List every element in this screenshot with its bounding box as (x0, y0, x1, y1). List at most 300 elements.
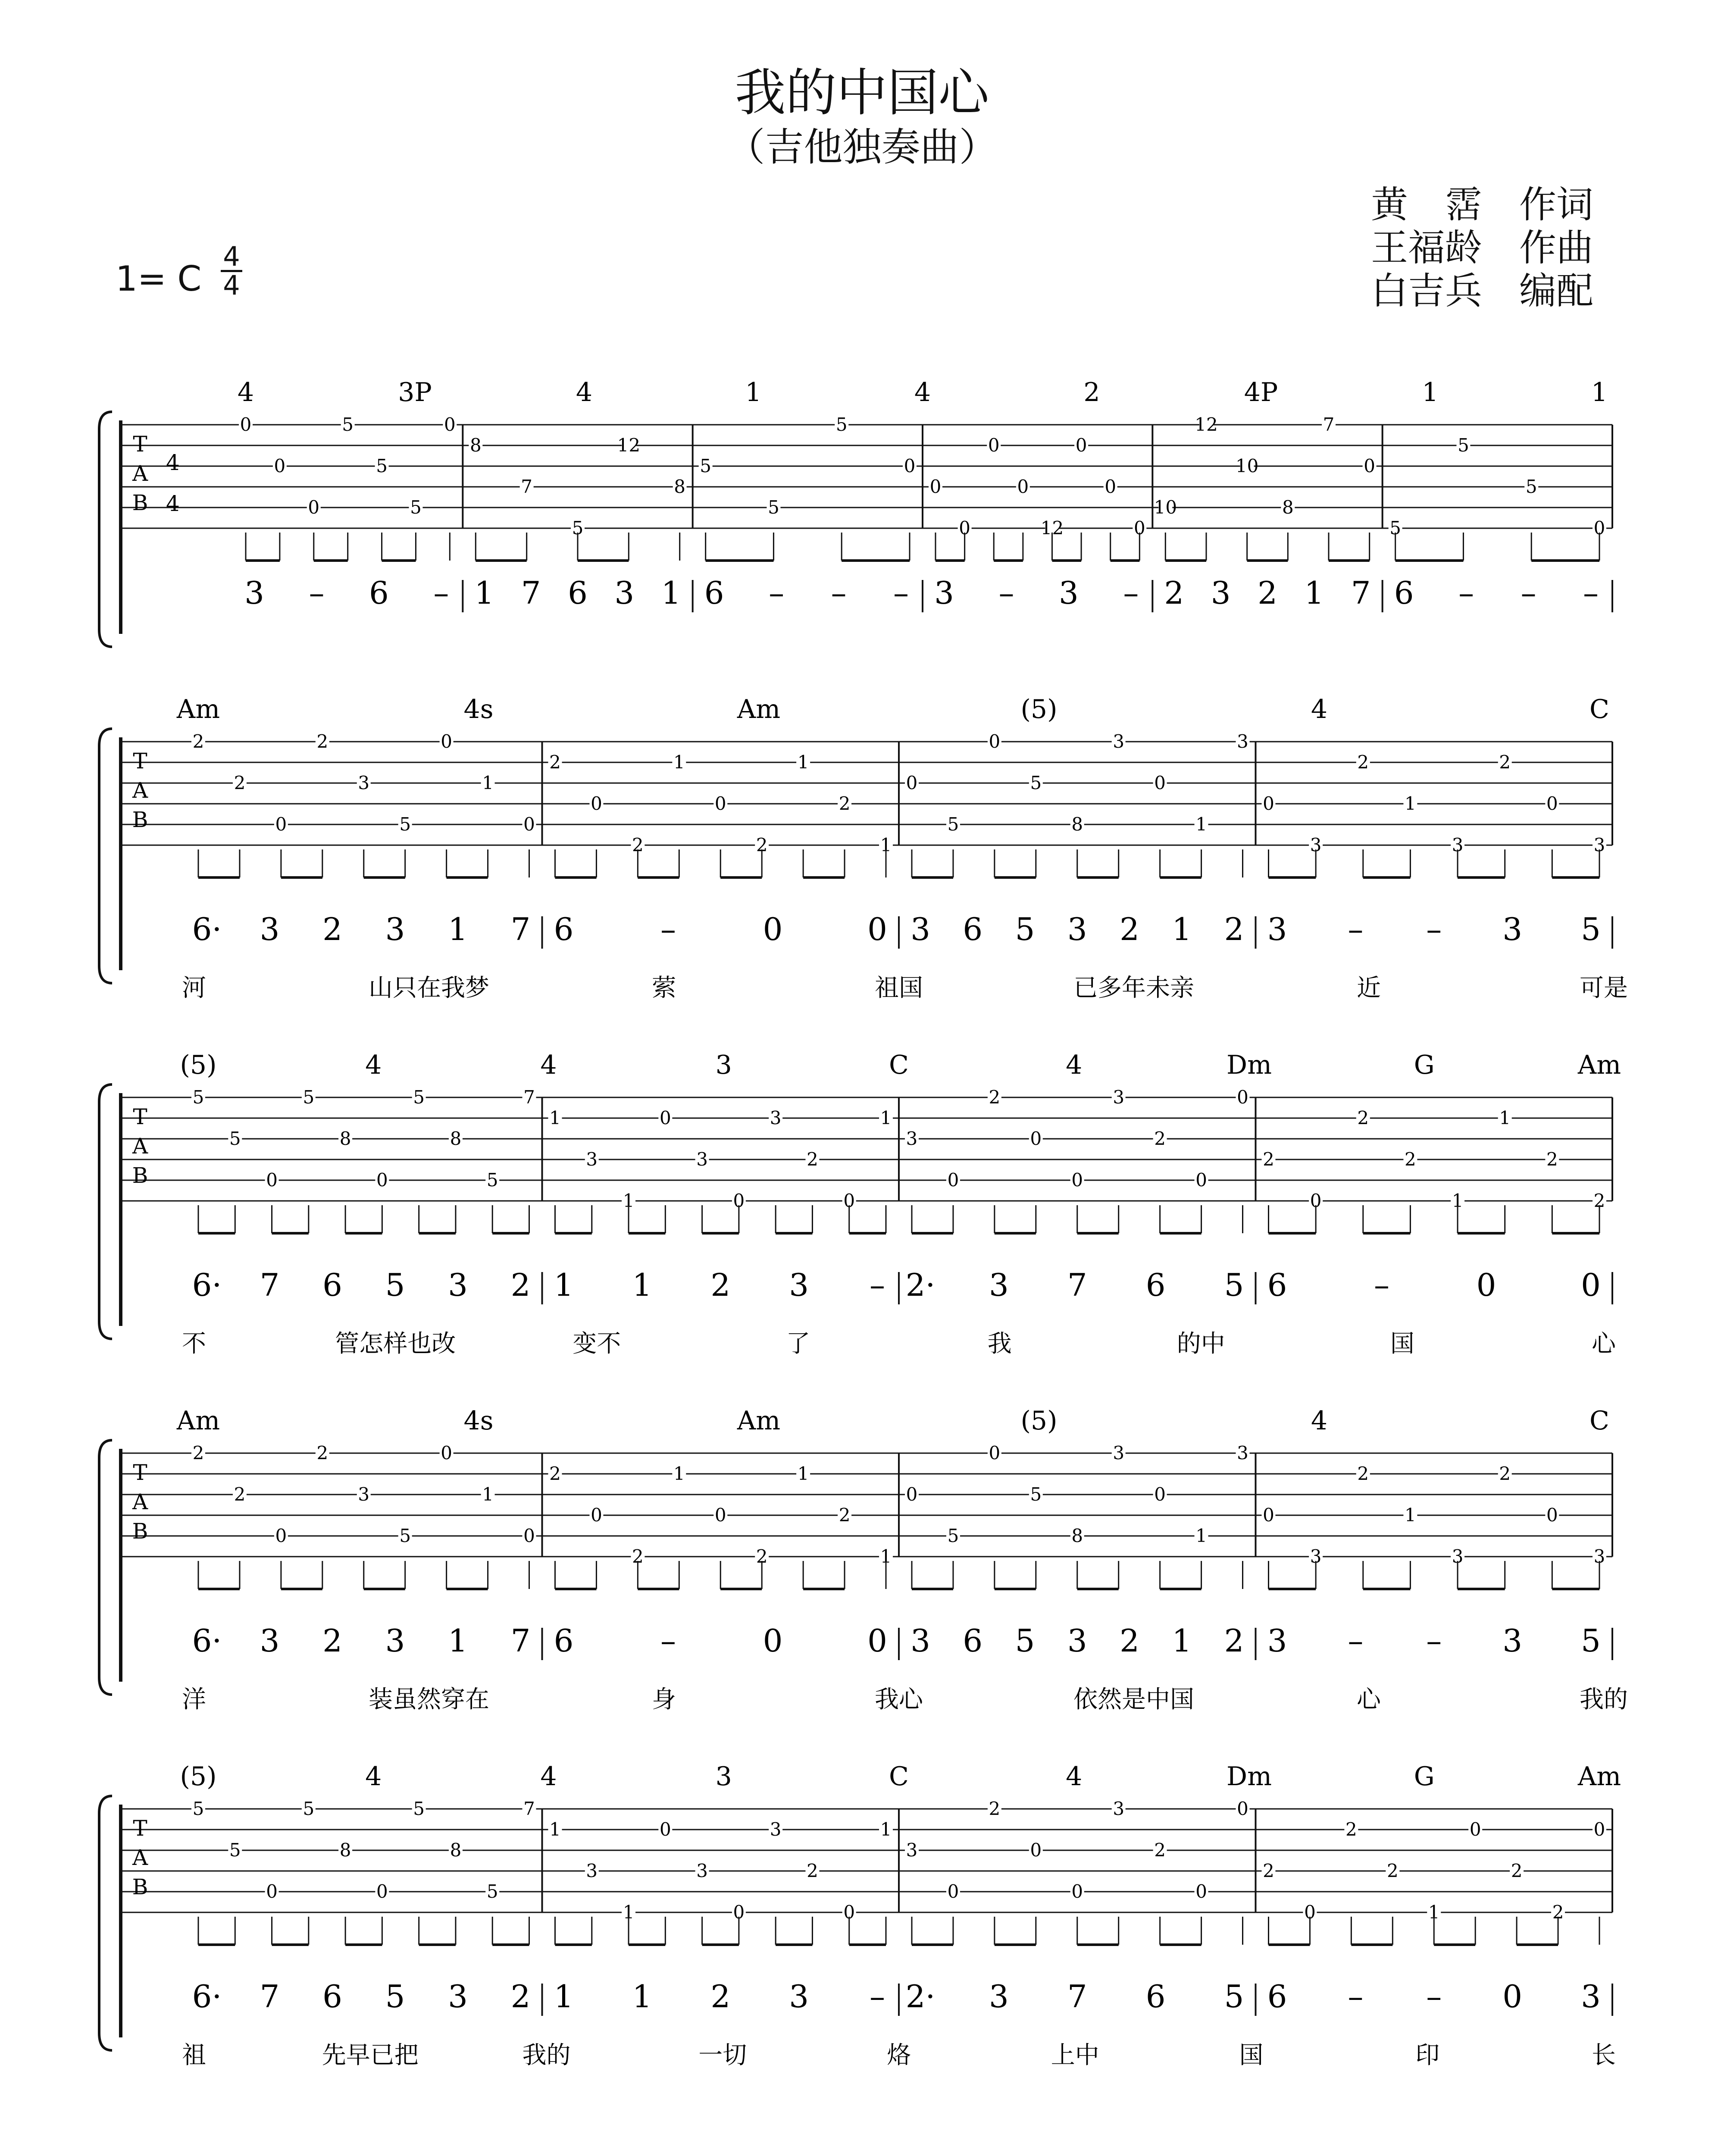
tab-note: 5 (399, 1525, 411, 1546)
tab-note: 2 (316, 1442, 329, 1463)
lyric-text: 心 (1592, 1330, 1616, 1358)
tab-note: 0 (959, 517, 970, 539)
lyric-text: 变不 (573, 1330, 621, 1358)
tab-note: 0 (989, 1442, 1001, 1463)
tab-note: 0 (1030, 1128, 1042, 1149)
jianpu-note: – (433, 575, 449, 611)
tab-note: 1 (673, 1463, 685, 1484)
tab-note: 5 (303, 1087, 315, 1108)
tab-note: 2 (1154, 1128, 1166, 1149)
jianpu-note: 5 (385, 1978, 405, 2015)
jianpu-note: – (1521, 575, 1536, 611)
tab-note: 3 (1113, 1798, 1125, 1819)
tab-note: 1 (673, 752, 685, 773)
tab-note: 3 (1452, 834, 1464, 856)
jianpu-note: 1 (1172, 911, 1192, 947)
tab-note: 2 (234, 1484, 246, 1505)
tab-note: 0 (1546, 793, 1558, 814)
tab-note: 1 (623, 1190, 635, 1211)
jianpu-note: – (1426, 911, 1442, 947)
tab-clef-letter: B (132, 1519, 148, 1544)
tab-note: 5 (229, 1128, 241, 1149)
tab-note: 0 (1195, 1169, 1207, 1191)
credit-composer: 王福龄 作曲 (1371, 226, 1593, 270)
tab-note: 2 (807, 1149, 818, 1170)
tab-clef-letter: T (133, 1104, 147, 1129)
jianpu-note: – (1348, 1978, 1364, 2015)
jianpu-note: 1 (632, 1978, 652, 2015)
jianpu-note: 3 (989, 1978, 1009, 2015)
jianpu-note: 6 (322, 1267, 342, 1303)
lyric-text: 我 (987, 1330, 1012, 1358)
chord-name: Dm (1227, 1761, 1272, 1792)
tab-note: 3 (696, 1149, 708, 1170)
tab-note: 0 (843, 1190, 855, 1211)
tab-note: 3 (696, 1860, 708, 1881)
system-bracket (99, 1084, 112, 1339)
tab-note: 5 (413, 1087, 425, 1108)
tab-note: 5 (768, 497, 779, 518)
tab-note: 0 (1030, 1839, 1042, 1861)
key-signature: 1= C (116, 259, 202, 299)
tab-note: 2 (1357, 752, 1369, 773)
tab-note: 5 (1458, 435, 1469, 456)
tab-note: 0 (1154, 1484, 1166, 1505)
tab-note: 2 (234, 772, 246, 793)
tab-note: 2 (549, 752, 561, 773)
tab-note: 3 (770, 1819, 782, 1840)
jianpu-note: 5 (1224, 1978, 1244, 2015)
tab-note: 5 (1030, 1484, 1042, 1505)
chord-name: 4 (1311, 694, 1328, 724)
page-subtitle: （吉他独奏曲） (726, 125, 998, 170)
lyric-text: 祖国 (875, 974, 923, 1002)
lyric-text: 河 (182, 974, 206, 1002)
chord-name: 4 (1066, 1050, 1083, 1080)
tab-note: 2 (1499, 1463, 1511, 1484)
tab-note: 0 (929, 476, 942, 497)
tab-note: 5 (486, 1169, 498, 1191)
lyric-text: 装虽然穿在 (369, 1686, 489, 1714)
tab-note: 5 (399, 814, 411, 835)
tab-note: 5 (947, 814, 959, 835)
tab-note: 2 (192, 731, 204, 752)
jianpu-note: 3 (448, 1978, 468, 2015)
tab-note: 2 (632, 1546, 644, 1567)
jianpu-note: 7 (260, 1267, 280, 1303)
jianpu-note: – (1458, 575, 1474, 611)
chord-name: (5) (180, 1050, 217, 1080)
jianpu-note: 2 (1224, 911, 1244, 947)
lyric-text: 不 (182, 1330, 206, 1358)
tab-note: 1 (1428, 1902, 1440, 1923)
tab-clef-letter: A (132, 461, 148, 486)
tab-note: 3 (906, 1839, 918, 1861)
jianpu-note: 1 (661, 575, 681, 611)
tab-note: 1 (1405, 793, 1416, 814)
tab-note: 2 (316, 731, 329, 752)
fingering-mark: 1 (1591, 377, 1608, 407)
tab-note: 2 (549, 1463, 561, 1484)
tab-note: 5 (486, 1881, 498, 1902)
fingering-mark: 4 (237, 377, 254, 407)
jianpu-note: 3 (1502, 911, 1523, 947)
tab-note: 7 (523, 1798, 535, 1819)
jianpu-note: 3 (1211, 575, 1231, 611)
fingering-mark: 4 (576, 377, 593, 407)
tab-note: 3 (1593, 834, 1605, 856)
tab-note: 0 (947, 1169, 959, 1191)
tab-note: 0 (1546, 1504, 1558, 1526)
jianpu-note: – (870, 1978, 885, 2015)
tab-note: 8 (339, 1839, 351, 1861)
tab-clef-letter: T (133, 432, 147, 457)
jianpu-note: 6 (704, 575, 724, 611)
jianpu-note: 3 (989, 1267, 1009, 1303)
tab-note: 5 (572, 517, 584, 539)
tab-note: 10 (1235, 455, 1259, 476)
tab-note: 0 (1263, 793, 1274, 814)
jianpu-note: 3 (1267, 1623, 1287, 1659)
chord-name: Am (176, 694, 220, 724)
jianpu-note: – (870, 1267, 885, 1303)
lyric-text: 祖 (182, 2041, 206, 2069)
tab-time-top: 4 (166, 450, 180, 475)
tab-note: 2 (1593, 1190, 1605, 1211)
chord-name: Am (176, 1406, 220, 1436)
jianpu-note: 3 (448, 1267, 468, 1303)
tab-note: 0 (275, 1525, 287, 1546)
tab-note: 0 (523, 1525, 535, 1546)
chord-name: C (889, 1761, 909, 1792)
jianpu-note: 0 (1476, 1267, 1496, 1303)
tab-note: 5 (303, 1798, 315, 1819)
lyric-text: 已多年未亲 (1073, 974, 1194, 1002)
chord-name: G (1414, 1761, 1435, 1792)
tab-note: 7 (521, 476, 533, 497)
tab-note: 12 (617, 435, 641, 456)
jianpu-note: 1 (554, 1267, 574, 1303)
fingering-mark: 2 (1083, 377, 1100, 407)
fingering-mark: 1 (1422, 377, 1439, 407)
jianpu-note: 6 (568, 575, 588, 611)
tab-note: 1 (797, 1463, 809, 1484)
tab-note: 8 (674, 476, 686, 497)
jianpu-note: – (831, 575, 847, 611)
jianpu-note: 7 (510, 911, 531, 947)
jianpu-note: 3 (1067, 1623, 1087, 1659)
jianpu-note: 1 (448, 911, 468, 947)
tab-note: 0 (444, 414, 456, 435)
tab-note: 0 (1593, 1819, 1605, 1840)
tab-note: 0 (988, 435, 1000, 456)
tab-note: 1 (1452, 1190, 1464, 1211)
tab-clef-letter: A (132, 778, 148, 803)
tab-note: 2 (1263, 1149, 1274, 1170)
lyric-text: 近 (1357, 974, 1381, 1002)
system-bracket (99, 729, 112, 983)
tab-note: 3 (586, 1860, 598, 1881)
tab-note: 0 (714, 793, 726, 814)
lyric-text: 管怎样也改 (335, 1330, 456, 1358)
tab-note: 0 (843, 1902, 855, 1923)
tab-note: 5 (342, 414, 354, 435)
lyric-text: 先早已把 (322, 2041, 419, 2069)
lyric-text: 了 (786, 1330, 810, 1358)
lyric-text: 国 (1239, 2041, 1264, 2069)
lyric-text: 烙 (887, 2041, 911, 2069)
fingering-mark: 1 (745, 377, 762, 407)
jianpu-note: 2 (322, 1623, 342, 1659)
chord-name: 4 (540, 1761, 557, 1792)
jianpu-note: – (893, 575, 909, 611)
jianpu-note: 1 (1304, 575, 1324, 611)
tab-note: 0 (1017, 476, 1029, 497)
chord-name: C (889, 1050, 909, 1080)
tab-note: 2 (1552, 1902, 1564, 1923)
chord-name: Dm (1227, 1050, 1272, 1080)
tab-note: 8 (339, 1128, 351, 1149)
tab-note: 1 (1499, 1107, 1511, 1128)
tab-note: 5 (192, 1798, 204, 1819)
jianpu-note: 2 (1224, 1623, 1244, 1659)
tab-note: 2 (1263, 1860, 1274, 1881)
jianpu-note: 6 (369, 575, 389, 611)
lyric-text: 长 (1592, 2041, 1616, 2069)
tab-note: 2 (1386, 1860, 1399, 1881)
tab-note: 0 (1263, 1504, 1274, 1526)
jianpu-note: 3 (614, 575, 635, 611)
tab-note: 2 (192, 1442, 204, 1463)
jianpu-note: 5 (1015, 911, 1035, 947)
tab-note: 3 (1237, 1442, 1248, 1463)
chord-name: C (1589, 694, 1609, 724)
tab-note: 1 (549, 1107, 561, 1128)
jianpu-note: 3 (910, 911, 930, 947)
tab-note: 1 (880, 834, 892, 856)
jianpu-note: 6 (1145, 1267, 1166, 1303)
tab-clef-letter: T (133, 749, 147, 774)
tab-note: 2 (756, 1546, 768, 1567)
tab-note: 0 (906, 772, 918, 793)
tab-note: 1 (880, 1819, 892, 1840)
jianpu-note: 0 (1502, 1978, 1523, 2015)
jianpu-note: 6· (192, 1623, 222, 1659)
lyric-text: 依然是中国 (1073, 1686, 1194, 1714)
jianpu-note: – (1374, 1267, 1389, 1303)
jianpu-note: 5 (1015, 1623, 1035, 1659)
tab-note: 0 (1310, 1190, 1322, 1211)
lyric-text: 印 (1415, 2041, 1440, 2069)
system-bracket (99, 412, 112, 647)
jianpu-note: – (1348, 1623, 1364, 1659)
tab-note: 2 (1357, 1107, 1369, 1128)
jianpu-note: 2 (322, 911, 342, 947)
tab-note: 3 (358, 1484, 370, 1505)
jianpu-note: 6 (554, 1623, 574, 1659)
jianpu-note: 7 (260, 1978, 280, 2015)
jianpu-note: 5 (1581, 1623, 1601, 1659)
jianpu-note: 6 (322, 1978, 342, 2015)
jianpu-note: – (660, 1623, 676, 1659)
tab-note: 0 (1075, 435, 1087, 456)
jianpu-note: 1 (554, 1978, 574, 2015)
jianpu-note: 1 (1172, 1623, 1192, 1659)
jianpu-note: 6· (192, 1267, 222, 1303)
tab-note: 3 (770, 1107, 782, 1128)
tab-note: 2 (1357, 1463, 1369, 1484)
score-system (99, 1406, 1628, 1714)
jianpu-note: – (309, 575, 325, 611)
chord-name: 4 (1311, 1406, 1328, 1436)
chord-name: Am (737, 1406, 781, 1436)
jianpu-note: 3 (1067, 911, 1087, 947)
jianpu-note: 3 (1502, 1623, 1523, 1659)
jianpu-note: 7 (1351, 575, 1371, 611)
chord-name: 4s (463, 1406, 494, 1436)
tab-note: 5 (413, 1798, 425, 1819)
score-system (99, 694, 1628, 1002)
tab-note: 3 (1237, 731, 1248, 752)
chord-name: (5) (180, 1761, 217, 1792)
tab-note: 7 (1323, 414, 1335, 435)
tab-note: 5 (947, 1525, 959, 1546)
jianpu-note: – (1583, 575, 1599, 611)
fingering-mark: 4P (1244, 377, 1278, 407)
jianpu-note: 3 (244, 575, 264, 611)
tab-clef-letter: B (132, 490, 148, 515)
tab-note: 0 (275, 814, 287, 835)
jianpu-note: – (1123, 575, 1139, 611)
tab-note: 5 (229, 1839, 241, 1861)
tab-note: 5 (1389, 517, 1402, 539)
tab-note: 3 (1310, 834, 1322, 856)
lyric-text: 洋 (182, 1686, 206, 1714)
chord-name: Am (737, 694, 781, 724)
tab-clef-letter: B (132, 1163, 148, 1188)
tab-note: 5 (192, 1087, 204, 1108)
tab-note: 3 (1113, 1442, 1125, 1463)
tab-note: 2 (989, 1087, 1001, 1108)
tab-note: 5 (1030, 772, 1042, 793)
tab-note: 0 (1154, 772, 1166, 793)
chord-name: (5) (1020, 1406, 1058, 1436)
tab-note: 0 (989, 731, 1001, 752)
tab-note: 0 (714, 1504, 726, 1526)
jianpu-note: 3 (1058, 575, 1079, 611)
tab-note: 8 (1071, 1525, 1083, 1546)
tab-note: 2 (1405, 1149, 1416, 1170)
jianpu-note: 7 (510, 1623, 531, 1659)
jianpu-note: 6· (192, 1978, 222, 2015)
jianpu-note: 2 (1120, 911, 1139, 947)
tab-note: 0 (733, 1190, 745, 1211)
chord-name: 4 (540, 1050, 557, 1080)
tab-note: 0 (1237, 1087, 1248, 1108)
jianpu-note: 7 (1067, 1978, 1087, 2015)
tab-time-bottom: 4 (166, 491, 180, 516)
jianpu-note: 1 (632, 1267, 652, 1303)
credit-arranger: 白吉兵 编配 (1371, 270, 1593, 313)
lyric-text: 身 (652, 1686, 676, 1714)
tab-note: 0 (591, 1504, 602, 1526)
jianpu-note: – (769, 575, 785, 611)
jianpu-note: – (1426, 1623, 1442, 1659)
tab-note: 5 (700, 455, 712, 476)
tab-note: 0 (523, 814, 535, 835)
jianpu-note: 6 (1267, 1978, 1287, 2015)
jianpu-note: 5 (1224, 1267, 1244, 1303)
lyric-text: 心 (1357, 1686, 1381, 1714)
lyric-text: 我的 (522, 2041, 571, 2069)
tab-note: 2 (1546, 1149, 1558, 1170)
jianpu-note: 2· (905, 1267, 936, 1303)
tab-note: 0 (1133, 517, 1145, 539)
tab-note: 0 (904, 455, 916, 476)
tab-clef-letter: B (132, 1874, 148, 1899)
tab-note: 5 (410, 497, 422, 518)
lyric-text: 我的 (1580, 1686, 1628, 1714)
jianpu-note: 2· (905, 1978, 936, 2015)
tab-note: 0 (441, 731, 452, 752)
jianpu-note: 1 (474, 575, 494, 611)
tab-note: 0 (1071, 1881, 1083, 1902)
jianpu-note: 6 (1145, 1978, 1166, 2015)
jianpu-note: 6 (1394, 575, 1414, 611)
time-signature-bottom: 4 (223, 270, 240, 301)
tab-note: 3 (1593, 1546, 1605, 1567)
tab-clef-letter: A (132, 1845, 148, 1870)
lyric-text: 的中 (1176, 1330, 1225, 1358)
lyric-text: 一切 (698, 2041, 747, 2069)
jianpu-note: 3 (934, 575, 954, 611)
tab-note: 0 (376, 1881, 388, 1902)
tab-note: 0 (1469, 1819, 1481, 1840)
jianpu-note: 1 (448, 1623, 468, 1659)
tab-clef-letter: A (132, 1134, 148, 1159)
lyric-text: 萦 (652, 974, 676, 1002)
tab-clef-letter: B (132, 807, 148, 832)
jianpu-note: 0 (763, 911, 783, 947)
chord-name: Am (1577, 1050, 1621, 1080)
jianpu-note: 2 (1258, 575, 1277, 611)
jianpu-note: 0 (867, 911, 887, 947)
jianpu-note: 6 (1267, 1267, 1287, 1303)
tab-note: 2 (839, 1504, 851, 1526)
tab-note: 0 (1237, 1798, 1248, 1819)
tab-note: 5 (835, 414, 848, 435)
lyric-text: 上中 (1051, 2041, 1099, 2069)
tab-note: 8 (450, 1128, 462, 1149)
jianpu-note: 6 (963, 911, 983, 947)
jianpu-note: 0 (763, 1623, 783, 1659)
tab-note: 1 (797, 752, 809, 773)
tab-note: 2 (1345, 1819, 1357, 1840)
score-system (99, 1761, 1621, 2069)
score-system (99, 1050, 1621, 1358)
jianpu-note: 3 (385, 1623, 405, 1659)
tab-clef-letter: T (133, 1816, 147, 1841)
chord-name: 3 (715, 1761, 732, 1792)
jianpu-note: 2 (510, 1978, 531, 2015)
tab-note: 0 (947, 1881, 959, 1902)
jianpu-note: 7 (521, 575, 541, 611)
tab-note: 3 (1113, 1087, 1125, 1108)
tab-note: 8 (1071, 814, 1083, 835)
jianpu-note: 2 (710, 1978, 731, 2015)
tab-note: 0 (1304, 1902, 1316, 1923)
tab-note: 12 (1195, 414, 1218, 435)
